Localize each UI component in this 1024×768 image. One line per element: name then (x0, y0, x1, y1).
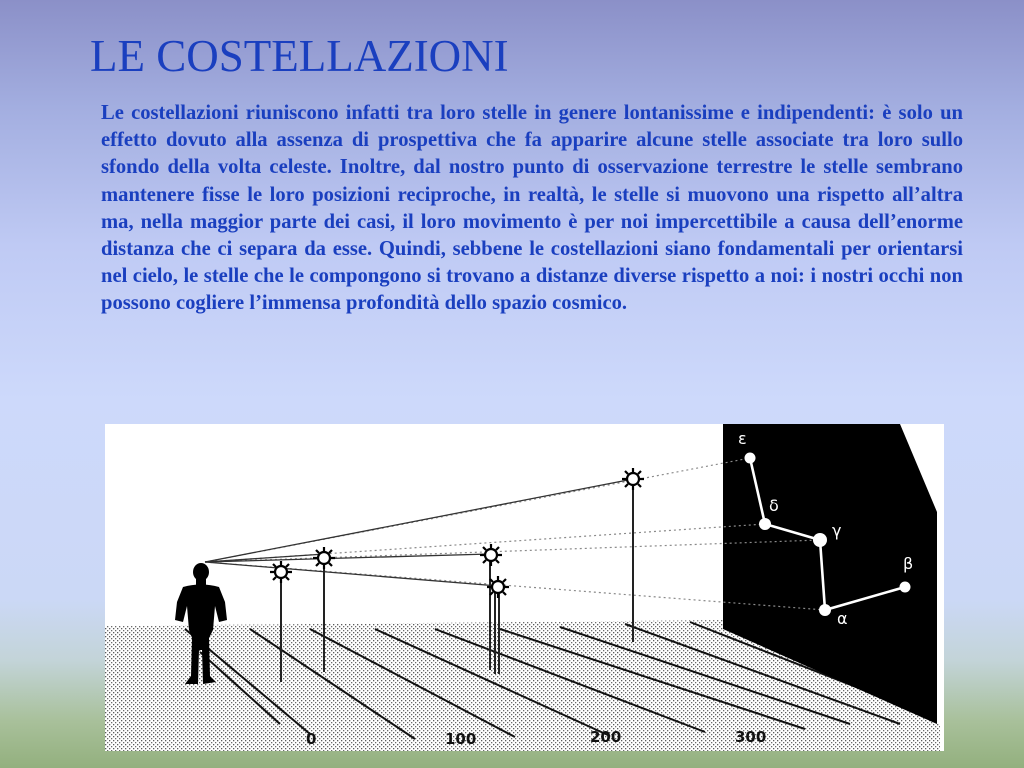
star-epsilon (745, 453, 756, 464)
star-marker (313, 547, 335, 569)
constellation-perspective-figure (105, 424, 944, 751)
label-alpha: α (837, 609, 848, 628)
slide-title: LE COSTELLAZIONI (90, 31, 509, 81)
label-beta: β (903, 554, 914, 573)
star-delta (759, 518, 771, 530)
distance-label-200: 200 (590, 728, 622, 746)
star-alpha (819, 604, 831, 616)
star-beta (900, 582, 911, 593)
star-gamma (813, 533, 827, 547)
label-delta: δ (769, 496, 779, 515)
label-epsilon: ε (738, 429, 747, 448)
distance-label-0: 0 (306, 730, 317, 748)
distance-label-100: 100 (445, 730, 477, 748)
star-marker (622, 468, 644, 490)
sight-lines-solid (205, 479, 633, 586)
label-gamma: γ (832, 521, 842, 540)
star-marker (487, 576, 509, 598)
body-paragraph: Le costellazioni riuniscono infatti tra loro stelle in genere lontanissime e indipendenti: è solo un effetto dovuto alla assenza di prospettiva che fa apparire alcune stelle associate tra loro sullo sfondo della volta celeste. Inoltre, dal nostro punto di osservazione terrestre le stelle sembrano mantenere fisse le loro posizioni reciproche, in realtà, le stelle si muovono una rispetto all’altra ma, nella maggior parte dei casi, il loro movimento è per noi impercettibile a causa dell’enorme distanza che ci separa da esse. Quindi, sebbene le costellazioni siano fondamentali per orientarsi nel cielo, le stelle che le compongono si trovano a distanze diverse rispetto a noi: i nostri occhi non possono cogliere l’immensa profondità dello spazio cosmico. (101, 102, 963, 315)
distance-label-300: 300 (735, 728, 767, 746)
star-marker (270, 561, 292, 583)
star-marker (480, 544, 502, 566)
